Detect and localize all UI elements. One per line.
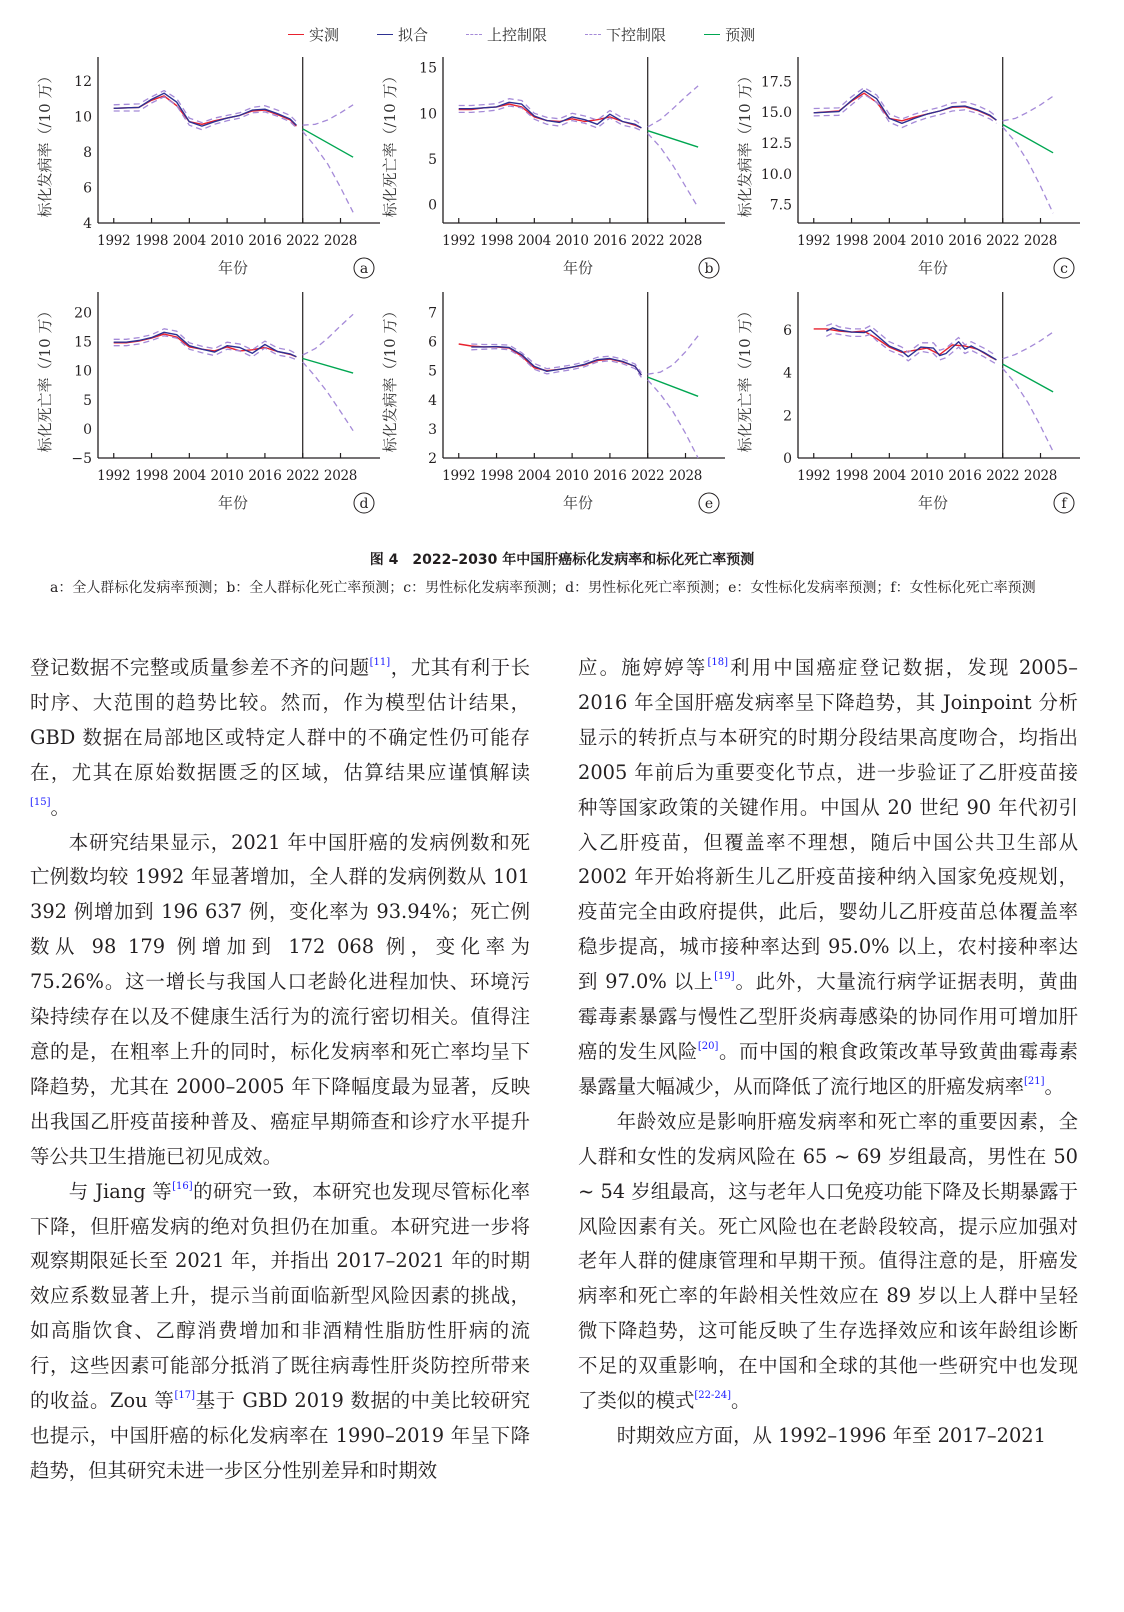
paragraph-text: 的研究一致，本研究也发现尽管标化率下降，但肝癌发病的绝对负担仍在加重。本研究进一步将观察期限延长至 2021 年，并指出 2017–2021 年的时期效应系数显著上升，提示当前面临新型风险因素的挑战，如高脂饮食、乙醇消费增加和非酒精性脂肪性肝病的流行，这些因素可能部分抵消了既往病毒性肝炎防控所带来的收益。Zou 等 — [30, 1179, 531, 1413]
legend-swatch-fitted — [377, 34, 393, 35]
legend-label: 预测 — [725, 25, 756, 44]
y-tick-label: 15 — [74, 334, 92, 351]
x-tick-label: 2022 — [631, 233, 665, 249]
citation-link[interactable]: [21] — [1023, 1075, 1045, 1087]
paragraph-text: ，尤其有利于长时序、大范围的趋势比较。然而，作为模型估计结果，GBD 数据在局部地区或特定人群中的不确定性仍可能存在，尤其在原始数据匮乏的区域，估算结果应谨慎解读 — [30, 656, 531, 784]
upper-limit-line — [648, 86, 698, 127]
x-tick-label: 2004 — [172, 233, 206, 249]
x-tick-label: 2028 — [1023, 468, 1058, 484]
paragraph — [578, 1105, 1078, 1419]
y-tick-label: 7 — [428, 305, 437, 322]
body-column-left — [30, 651, 530, 1489]
chart-panel-a — [30, 55, 380, 285]
y-tick-label: 6 — [428, 334, 437, 351]
x-tick-label: 2004 — [872, 468, 906, 484]
legend-swatch-forecast — [704, 34, 720, 35]
citation-link[interactable]: [17] — [174, 1390, 195, 1402]
x-axis-label: 年份 — [917, 494, 949, 512]
x-tick-label: 1998 — [834, 468, 869, 484]
x-tick-label: 2010 — [210, 468, 244, 484]
upper-limit-line — [303, 314, 353, 355]
y-tick-label: 10 — [74, 109, 92, 126]
y-axis-label: 标化死亡率（/10 万） — [736, 303, 754, 453]
x-tick-label: 1992 — [442, 468, 476, 484]
x-tick-label: 2016 — [593, 233, 627, 249]
x-tick-label: 2004 — [872, 233, 906, 249]
y-tick-label: 7.5 — [769, 197, 792, 214]
x-tick-label: 2016 — [948, 468, 982, 484]
citation-link[interactable]: [20] — [697, 1040, 719, 1052]
paragraph-text: 本研究结果显示，2021 年中国肝癌的发病例数和死亡例数均较 1992 年显著增加，全人群的发病例数从 101 392 例增加到 196 637 例，变化率为 93.94%；死亡例数从 98 179 例增加到 172 068 例，变化率为 75.26%。这一增长与我国人口老龄化进程加快、环境污染持续存在以及不健康生活行为的流行密切相关。值得注意的是，在粗率上升的同时，标化发病率和死亡率均呈下降趋势，尤其在 2000–2005 年下降幅度最为显著，反映出我国乙肝疫苗接种普及、癌症早期筛查和诊疗水平提升等公共卫生措施已初见成效。 — [30, 830, 530, 1168]
y-tick-label: 0 — [783, 451, 792, 467]
x-tick-label: 2004 — [517, 233, 551, 249]
paragraph-text: 。此外，大量流行病学证据表明，黄曲霉毒素暴露与慢性乙型肝炎病毒感染的协同作用可增加肝癌的发生风险 — [578, 970, 1079, 1063]
x-tick-label: 2004 — [172, 468, 206, 484]
forecast-line — [648, 377, 698, 396]
x-tick-label: 2022 — [986, 233, 1020, 249]
x-tick-label: 2004 — [517, 468, 551, 484]
y-tick-label: 5 — [83, 392, 92, 409]
citation-link[interactable]: [11] — [369, 657, 391, 668]
paragraph — [30, 826, 530, 1175]
panel-letter: a — [359, 261, 369, 277]
y-tick-label: 2 — [428, 451, 437, 467]
legend-item-forecast — [704, 24, 755, 45]
chart-c-svg — [730, 55, 1080, 285]
x-tick-label: 2022 — [286, 233, 320, 249]
fitted-line — [826, 328, 996, 360]
paragraph-text: 与 Jiang 等 — [68, 1179, 173, 1203]
x-axis-label: 年份 — [917, 259, 949, 277]
y-tick-label: 10 — [419, 106, 437, 123]
y-tick-label: 2 — [783, 408, 792, 425]
observed-line — [114, 334, 297, 357]
x-tick-label: 2016 — [948, 233, 982, 249]
chart-legend — [288, 22, 808, 46]
lower-limit-line — [471, 349, 641, 378]
y-tick-label: 20 — [74, 305, 92, 322]
x-tick-label: 1998 — [479, 233, 514, 249]
paragraph-text: 。 — [730, 1389, 751, 1413]
forecast-line — [303, 129, 353, 157]
x-tick-label: 2022 — [286, 468, 320, 484]
y-tick-label: 6 — [783, 323, 792, 339]
paragraph-text: 基于 GBD 2019 数据的中美比较研究也提示，中国肝癌的标化发病率在 1990–2019 年呈下降趋势，但其研究未进一步区分性别差异和时期效 — [30, 1389, 530, 1482]
y-tick-label: 4 — [783, 365, 792, 382]
paragraph — [30, 651, 530, 826]
figure-caption: 图 4 2022–2030 年中国肝癌标化发病率和标化死亡率预测 — [369, 552, 755, 568]
y-axis-label: 标化死亡率（/10 万） — [381, 68, 399, 218]
paragraph-text: 应。施婷婷等 — [578, 656, 708, 679]
paragraph — [578, 1419, 1078, 1454]
citation-link[interactable]: [18] — [707, 657, 728, 668]
upper-limit-line — [1003, 332, 1053, 359]
panel-letter: e — [704, 496, 714, 512]
y-tick-label: 15 — [419, 60, 437, 77]
forecast-line — [648, 131, 698, 147]
y-axis-label: 标化发病率（/10 万） — [36, 68, 54, 218]
y-tick-label: −5 — [71, 451, 92, 467]
x-tick-label: 2010 — [210, 233, 244, 249]
y-tick-label: 4 — [428, 392, 437, 409]
observed-line — [814, 329, 997, 360]
body-column-right — [578, 651, 1078, 1454]
x-tick-label: 2028 — [323, 468, 358, 484]
chart-panel-c — [730, 55, 1080, 285]
chart-panel-f — [730, 290, 1080, 520]
paragraph-text: 年龄效应是影响肝癌发病率和死亡率的重要因素，全人群和女性的发病风险在 65 ~ 69 岁组最高，男性在 50 ~ 54 岁组最高，这与老年人口免疫功能下降及长期暴露于风险因素有关。死亡风险也在老龄段较高，提示应加强对老年人群的健康管理和早期干预。值得注意的是，肝癌发病率和死亡率的年龄相关性效应在 89 岁以上人群中呈轻微下降趋势，这可能反映了生存选择效应和该年龄组诊断不足的双重影响，在中国和全球的其他一些研究中也发现了类似的模式 — [578, 1109, 1078, 1413]
y-tick-label: 8 — [83, 144, 92, 161]
paragraph-text: 。而中国的粮食政策改革导致黄曲霉毒素暴露量大幅减少，从而降低了流行地区的肝癌发病率 — [578, 1039, 1079, 1098]
upper-limit-line — [648, 336, 698, 374]
y-tick-label: 0 — [428, 197, 437, 214]
y-axis-label: 标化死亡率（/10 万） — [36, 303, 54, 453]
citation-link[interactable]: [16] — [172, 1180, 193, 1192]
y-tick-label: 10.0 — [760, 166, 792, 183]
x-tick-label: 1998 — [479, 468, 514, 484]
x-tick-label: 2028 — [1023, 233, 1058, 249]
fitted-line — [114, 93, 297, 126]
paragraph — [578, 651, 1078, 1105]
x-tick-label: 1992 — [797, 468, 831, 484]
y-tick-label: 6 — [83, 180, 92, 197]
y-tick-label: 0 — [83, 421, 92, 438]
y-tick-label: 15.0 — [760, 105, 792, 122]
x-tick-label: 2022 — [986, 468, 1020, 484]
paragraph-text: 。 — [50, 795, 70, 819]
upper-limit-line — [814, 88, 997, 119]
upper-limit-line — [1003, 96, 1053, 121]
y-tick-label: 4 — [83, 216, 92, 232]
x-axis-label: 年份 — [217, 259, 249, 277]
citation-link[interactable]: [22-24] — [694, 1390, 731, 1402]
panel-letter: b — [704, 261, 714, 277]
x-axis-label: 年份 — [562, 494, 594, 512]
paragraph-text: 登记数据不完整或质量参差不齐的问题 — [30, 656, 370, 679]
x-tick-label: 2010 — [910, 468, 944, 484]
x-tick-label: 2016 — [593, 468, 627, 484]
chart-panel-b — [375, 55, 725, 285]
y-tick-label: 12 — [74, 73, 92, 90]
legend-item-lower-limit — [585, 24, 666, 45]
citation-link[interactable]: [19] — [714, 971, 735, 983]
legend-label: 上控制限 — [487, 25, 548, 44]
paragraph-text: 时期效应方面，从 1992–1996 年至 2017–2021 — [616, 1423, 1046, 1447]
legend-swatch-lower-limit — [585, 34, 601, 35]
legend-item-upper-limit — [466, 24, 547, 45]
y-axis-label: 标化发病率（/10 万） — [736, 68, 754, 218]
figure-note: a：全人群标化发病率预测；b：全人群标化死亡率预测；c：男性标化发病率预测；d：男性标化死亡率预测；e：女性标化发病率预测；f：女性标化死亡率预测 — [50, 580, 1036, 596]
x-tick-label: 2028 — [668, 233, 703, 249]
y-tick-label: 10 — [74, 363, 92, 380]
x-tick-label: 2028 — [668, 468, 703, 484]
x-tick-label: 1998 — [134, 233, 169, 249]
legend-swatch-upper-limit — [466, 34, 482, 35]
lower-limit-line — [826, 333, 996, 364]
chart-e-svg — [375, 290, 725, 520]
panel-letter: d — [359, 496, 369, 512]
legend-label: 实测 — [309, 25, 340, 44]
chart-d-svg — [30, 290, 380, 520]
y-tick-label: 12.5 — [760, 136, 792, 152]
x-tick-label: 2028 — [323, 233, 358, 249]
chart-panel-e — [375, 290, 725, 520]
x-tick-label: 1998 — [834, 233, 869, 249]
forecast-line — [1003, 125, 1053, 153]
legend-label: 拟合 — [398, 25, 429, 44]
x-axis-label: 年份 — [217, 494, 249, 512]
x-tick-label: 2016 — [248, 233, 282, 249]
x-tick-label: 1998 — [134, 468, 169, 484]
x-tick-label: 2022 — [631, 468, 665, 484]
legend-label: 下控制限 — [606, 25, 667, 44]
y-tick-label: 5 — [428, 363, 437, 380]
legend-item-fitted — [377, 24, 428, 45]
panel-letter: f — [1061, 496, 1067, 512]
y-tick-label: 3 — [428, 421, 437, 438]
upper-limit-line — [303, 105, 353, 125]
x-tick-label: 1992 — [97, 468, 131, 484]
fitted-line — [114, 332, 297, 357]
chart-a-svg — [30, 55, 380, 285]
paragraph-text: 利用中国癌症登记数据，发现 2005–2016 年全国肝癌发病率呈下降趋势，其 Joinpoint 分析显示的转折点与本研究的时期分段结果高度吻合，均指出 2005 年前后为重要变化节点，进一步验证了乙肝疫苗接种等国家政策的关键作用。中国从 20 世纪 90 年代初引入乙肝疫苗，但覆盖率不理想，随后中国公共卫生部从 2002 年开始将新生儿乙肝疫苗接种纳入国家免疫规划，疫苗完全由政府提供，此后，婴幼儿乙肝疫苗总体覆盖率稳步提高，城市接种率达到 95.0% 以上，农村接种率达到 97.0% 以上 — [578, 656, 1078, 994]
x-tick-label: 2010 — [555, 233, 589, 249]
y-axis-label: 标化发病率（/10 万） — [381, 303, 399, 453]
citation-link[interactable]: [15] — [30, 796, 51, 808]
x-tick-label: 1992 — [797, 233, 831, 249]
y-tick-label: 5 — [428, 152, 437, 168]
panel-letter: c — [1060, 261, 1068, 277]
lower-limit-line — [1003, 127, 1053, 213]
x-tick-label: 2016 — [248, 468, 282, 484]
chart-f-svg — [730, 290, 1080, 520]
legend-item-observed — [288, 24, 339, 45]
paragraph — [30, 1175, 530, 1489]
x-tick-label: 1992 — [442, 233, 476, 249]
x-tick-label: 2010 — [910, 233, 944, 249]
paragraph-text: 。 — [1044, 1074, 1064, 1098]
lower-limit-line — [1003, 368, 1053, 451]
legend-swatch-observed — [288, 34, 304, 35]
lower-limit-line — [648, 380, 698, 458]
x-axis-label: 年份 — [562, 259, 594, 277]
lower-limit-line — [303, 362, 353, 431]
x-tick-label: 2010 — [555, 468, 589, 484]
fitted-line — [459, 102, 642, 128]
chart-panel-d — [30, 290, 380, 520]
y-tick-label: 17.5 — [760, 74, 792, 91]
chart-b-svg — [375, 55, 725, 285]
x-tick-label: 1992 — [97, 233, 131, 249]
